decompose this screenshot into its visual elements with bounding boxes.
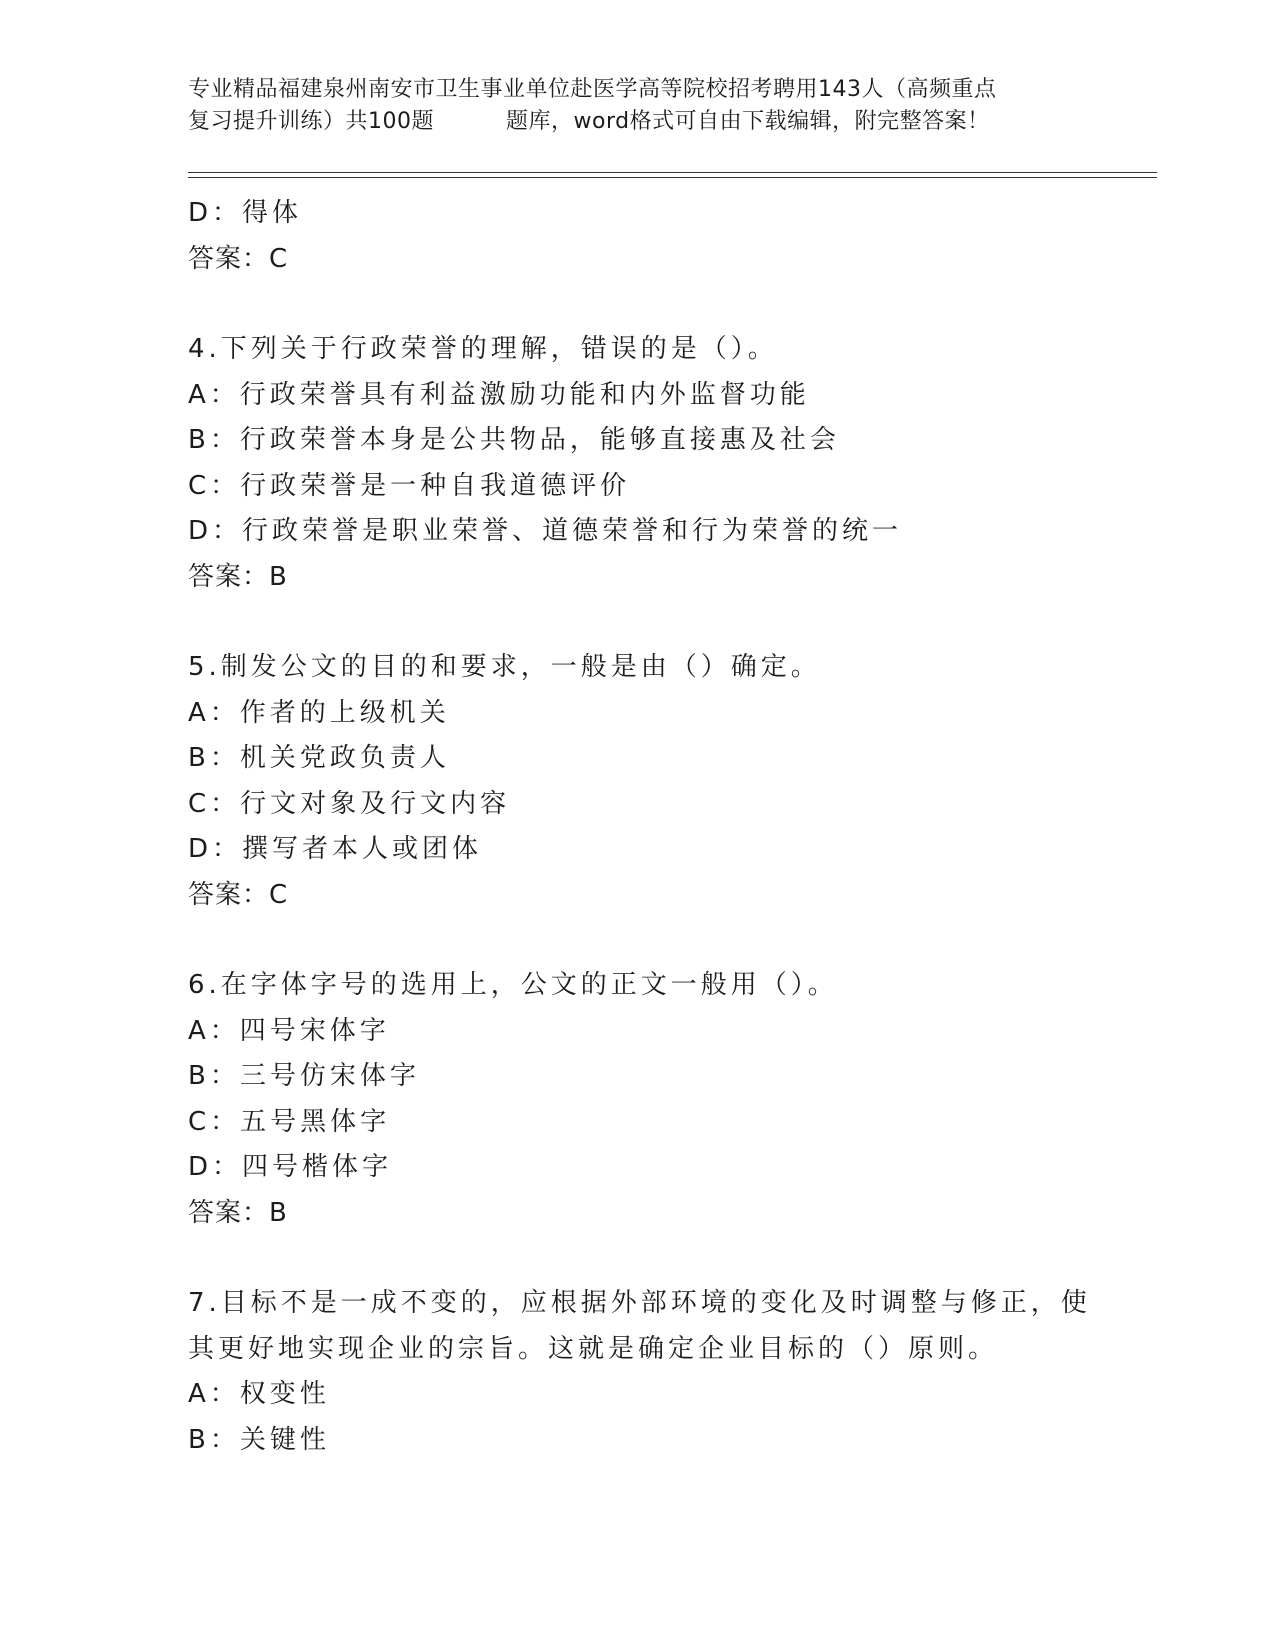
option-c: C：行文对象及行文内容: [188, 788, 511, 819]
option-a: A：行政荣誉具有利益激励功能和内外监督功能: [188, 379, 810, 410]
question-stem-line-1: 7.目标不是一成不变的，应根据外部环境的变化及时调整与修正，使: [188, 1288, 1091, 1318]
header-line-1: 专业精品福建泉州南安市卫生事业单位赴医学高等院校招考聘用143人（高频重点: [188, 77, 997, 102]
question-stem-line-2: 其更好地实现企业的宗旨。这就是确定企业目标的（）原则。: [188, 1333, 999, 1364]
option-b: B：关键性: [188, 1424, 330, 1455]
header-line-2-right: 题库，word格式可自由下载编辑，附完整答案！: [506, 109, 990, 134]
answer: 答案：C: [188, 879, 289, 910]
document-body: [188, 191, 1091, 1463]
option-d: D：四号楷体字: [188, 1152, 393, 1182]
page-header: [188, 74, 1088, 138]
header-line-2-left: 复习提升训练）共100题: [188, 109, 434, 134]
option-d: D：得体: [188, 198, 303, 228]
question-7: [188, 1281, 1091, 1463]
question-stem: 5.制发公文的目的和要求，一般是由（）确定。: [188, 652, 821, 682]
option-a: A：权变性: [188, 1379, 330, 1409]
answer: 答案：C: [188, 243, 289, 274]
option-a: A：作者的上级机关: [188, 697, 450, 728]
option-d: D：撰写者本人或团体: [188, 834, 483, 864]
header-rule-bottom: [188, 177, 1157, 178]
option-c: C：行政荣誉是一种自我道德评价: [188, 470, 631, 501]
option-a: A：四号宋体字: [188, 1015, 390, 1046]
answer: 答案：B: [188, 561, 288, 592]
question-stem: 6.在字体字号的选用上，公文的正文一般用（）。: [188, 970, 838, 1000]
header-rule-top: [188, 172, 1157, 173]
header-line-2: [188, 106, 1088, 138]
question-6: [188, 963, 1088, 1236]
question-5: [188, 645, 1088, 918]
option-b: B：机关党政负责人: [188, 743, 450, 773]
option-d: D：行政荣誉是职业荣誉、道德荣誉和行为荣誉的统一: [188, 516, 903, 546]
answer: 答案：B: [188, 1197, 288, 1228]
option-b: B：三号仿宋体字: [188, 1061, 420, 1091]
question-stem: 4.下列关于行政荣誉的理解，错误的是（）。: [188, 334, 778, 364]
question-4: [188, 327, 1088, 600]
option-c: C：五号黑体字: [188, 1106, 391, 1137]
option-b: B：行政荣誉本身是公共物品，能够直接惠及社会: [188, 425, 840, 455]
